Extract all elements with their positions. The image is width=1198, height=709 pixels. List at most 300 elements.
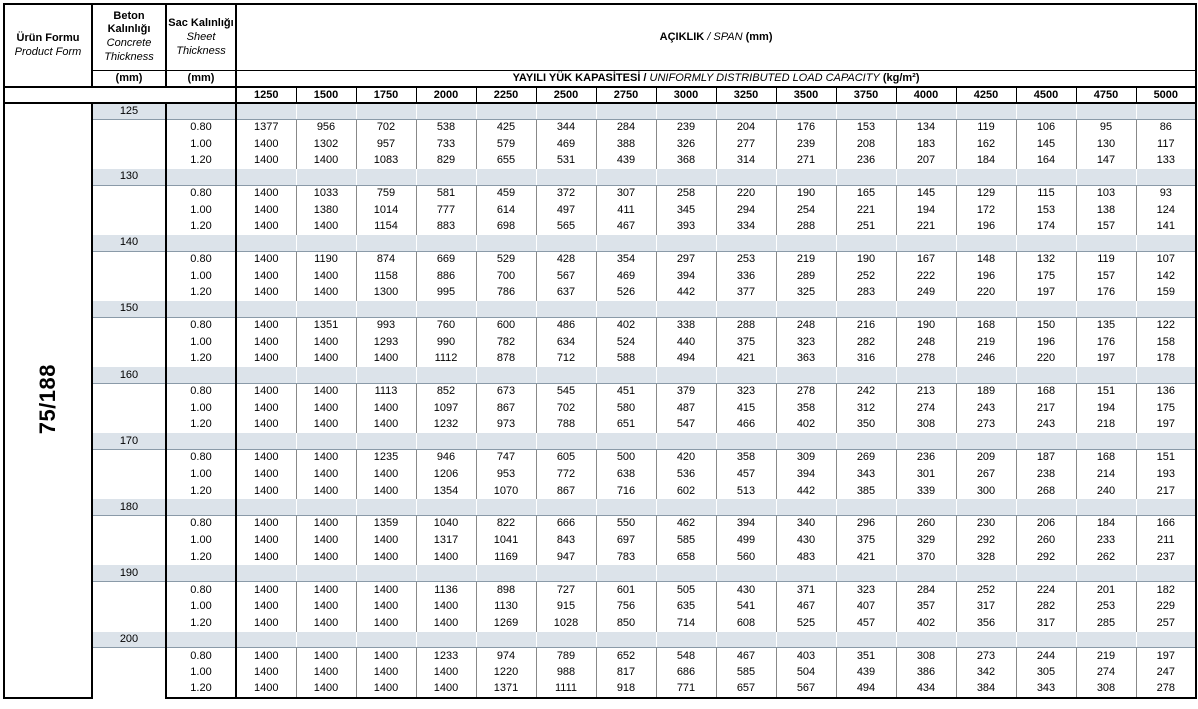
load-sep: / [640, 71, 650, 84]
load-value-cell: 402 [776, 417, 836, 434]
concrete-band-row [4, 632, 1196, 648]
load-value-cell: 829 [416, 152, 476, 169]
band-blank-cell [956, 169, 1016, 185]
load-value-cell: 1400 [236, 532, 296, 549]
band-blank-cell [536, 499, 596, 515]
load-value-cell: 197 [1016, 285, 1076, 302]
load-value-cell: 240 [1076, 483, 1136, 500]
load-value-cell: 1400 [356, 615, 416, 632]
load-value-cell: 157 [1076, 268, 1136, 285]
load-value-cell: 1400 [236, 449, 296, 466]
load-value-cell: 204 [716, 119, 776, 136]
load-value-cell: 375 [716, 334, 776, 351]
load-value-cell: 974 [476, 648, 536, 665]
band-blank-cell [836, 367, 896, 383]
load-value-cell: 1400 [236, 483, 296, 500]
load-value-cell: 292 [956, 532, 1016, 549]
load-value-cell: 658 [656, 549, 716, 566]
load-value-cell: 415 [716, 400, 776, 417]
load-value-cell: 106 [1016, 119, 1076, 136]
load-value-cell: 1400 [236, 549, 296, 566]
load-value-cell: 565 [536, 218, 596, 235]
load-value-cell: 340 [776, 515, 836, 532]
load-value-cell: 208 [836, 136, 896, 153]
table-row [4, 152, 1196, 169]
span-value: 4500 [1016, 87, 1076, 103]
load-value-cell: 305 [1016, 664, 1076, 681]
load-value-cell: 1400 [416, 549, 476, 566]
load-value-cell: 1400 [236, 615, 296, 632]
load-value-cell: 1220 [476, 664, 536, 681]
table-row [4, 681, 1196, 698]
load-value-cell: 239 [776, 136, 836, 153]
load-value-cell: 843 [536, 532, 596, 549]
load-value-cell: 284 [896, 581, 956, 598]
load-value-cell: 316 [836, 351, 896, 368]
load-value-cell: 1232 [416, 417, 476, 434]
band-blank-cell [356, 103, 416, 119]
span-value: 4250 [956, 87, 1016, 103]
load-value-cell: 560 [716, 549, 776, 566]
load-value-cell: 262 [1076, 549, 1136, 566]
sheet-en-1: Sheet [186, 30, 216, 43]
concrete-thickness-value: 200 [92, 632, 166, 648]
load-value-cell: 358 [776, 400, 836, 417]
load-value-cell: 1400 [296, 598, 356, 615]
load-value-cell: 119 [1076, 251, 1136, 268]
load-value-cell: 867 [476, 400, 536, 417]
band-blank-cell [836, 433, 896, 449]
load-value-cell: 1400 [236, 334, 296, 351]
load-value-cell: 1269 [476, 615, 536, 632]
load-value-cell: 1235 [356, 449, 416, 466]
sheet-en-2: Thickness [176, 44, 226, 57]
load-value-cell: 497 [536, 202, 596, 219]
span-value: 4750 [1076, 87, 1136, 103]
load-value-cell: 142 [1136, 268, 1196, 285]
concrete-en-1: Concrete [106, 37, 152, 50]
load-value-cell: 1400 [236, 351, 296, 368]
load-value-cell: 138 [1076, 202, 1136, 219]
band-blank-cell [776, 103, 836, 119]
load-value-cell: 466 [716, 417, 776, 434]
load-value-cell: 122 [1136, 317, 1196, 334]
load-value-cell: 1400 [236, 185, 296, 202]
band-blank-cell [416, 433, 476, 449]
load-value-cell: 385 [836, 483, 896, 500]
load-capacity-header [236, 70, 1196, 87]
sheet-thickness-value: 1.20 [166, 351, 236, 368]
load-table-container [3, 3, 1195, 706]
load-value-cell: 499 [716, 532, 776, 549]
band-blank-cell [1076, 169, 1136, 185]
load-value-cell: 221 [896, 218, 956, 235]
load-value-cell: 1400 [236, 417, 296, 434]
load-value-cell: 822 [476, 515, 536, 532]
load-value-cell: 336 [716, 268, 776, 285]
load-value-cell: 898 [476, 581, 536, 598]
load-value-cell: 1380 [296, 202, 356, 219]
sheet-thickness-value: 1.00 [166, 202, 236, 219]
table-row [4, 581, 1196, 598]
load-value-cell: 196 [956, 218, 1016, 235]
load-value-cell: 1400 [356, 549, 416, 566]
band-blank-cell [536, 169, 596, 185]
band-blank-cell [416, 103, 476, 119]
band-blank-cell [1076, 565, 1136, 581]
band-blank-cell [1076, 632, 1136, 648]
load-value-cell: 176 [776, 119, 836, 136]
load-value-cell: 141 [1136, 218, 1196, 235]
band-sheet-blank [166, 169, 236, 185]
load-value-cell: 402 [596, 317, 656, 334]
band-blank-cell [596, 103, 656, 119]
span-value: 3500 [776, 87, 836, 103]
band-blank-cell [1076, 235, 1136, 251]
load-value-cell: 342 [956, 664, 1016, 681]
load-value-cell: 329 [896, 532, 956, 549]
load-value-cell: 119 [956, 119, 1016, 136]
band-blank-cell [416, 235, 476, 251]
band-blank-cell [596, 499, 656, 515]
load-value-cell: 1400 [356, 483, 416, 500]
load-value-cell: 462 [656, 515, 716, 532]
load-value-cell: 218 [1076, 417, 1136, 434]
band-blank-cell [956, 499, 1016, 515]
band-sheet-blank [166, 301, 236, 317]
concrete-blank-cell [92, 581, 166, 631]
load-value-cell: 220 [1016, 351, 1076, 368]
load-value-cell: 354 [596, 251, 656, 268]
load-value-cell: 351 [836, 648, 896, 665]
load-value-cell: 239 [656, 119, 716, 136]
load-value-cell: 402 [896, 615, 956, 632]
band-blank-cell [596, 565, 656, 581]
band-blank-cell [476, 433, 536, 449]
load-value-cell: 260 [1016, 532, 1076, 549]
load-value-cell: 457 [716, 466, 776, 483]
load-value-cell: 567 [536, 268, 596, 285]
band-blank-cell [656, 103, 716, 119]
load-value-cell: 788 [536, 417, 596, 434]
table-row [4, 317, 1196, 334]
band-blank-cell [236, 103, 296, 119]
load-value-cell: 148 [956, 251, 1016, 268]
band-blank-cell [296, 565, 356, 581]
band-blank-cell [776, 367, 836, 383]
band-blank-cell [596, 433, 656, 449]
load-value-cell: 1400 [236, 202, 296, 219]
table-row [4, 119, 1196, 136]
load-value-cell: 153 [836, 119, 896, 136]
span-value: 2500 [536, 87, 596, 103]
load-value-cell: 1070 [476, 483, 536, 500]
load-value-cell: 283 [836, 285, 896, 302]
band-blank-cell [356, 301, 416, 317]
load-value-cell: 600 [476, 317, 536, 334]
band-blank-cell [536, 235, 596, 251]
load-value-cell: 428 [536, 251, 596, 268]
load-value-cell: 190 [776, 185, 836, 202]
band-blank-cell [896, 235, 956, 251]
load-value-cell: 243 [956, 400, 1016, 417]
load-value-cell: 1400 [296, 383, 356, 400]
load-value-cell: 238 [1016, 466, 1076, 483]
table-row [4, 515, 1196, 532]
product-form-header [4, 4, 92, 87]
load-value-cell: 421 [716, 351, 776, 368]
load-value-cell: 308 [896, 648, 956, 665]
load-value-cell: 1400 [296, 615, 356, 632]
load-value-cell: 1400 [296, 515, 356, 532]
load-value-cell: 1190 [296, 251, 356, 268]
load-value-cell: 1400 [236, 581, 296, 598]
sheet-thickness-value: 0.80 [166, 119, 236, 136]
load-value-cell: 243 [1016, 417, 1076, 434]
span-en: SPAN [713, 30, 743, 43]
band-blank-cell [836, 632, 896, 648]
load-value-cell: 483 [776, 549, 836, 566]
load-value-cell: 153 [1016, 202, 1076, 219]
load-value-cell: 918 [596, 681, 656, 698]
load-value-cell: 1400 [416, 681, 476, 698]
load-value-cell: 158 [1136, 334, 1196, 351]
sheet-thickness-value: 0.80 [166, 648, 236, 665]
band-blank-cell [956, 235, 1016, 251]
concrete-thickness-value: 150 [92, 301, 166, 317]
load-value-cell: 956 [296, 119, 356, 136]
load-value-cell: 1400 [296, 648, 356, 665]
product-form-tr: Ürün Formu [16, 32, 80, 44]
load-value-cell: 714 [656, 615, 716, 632]
table-row [4, 202, 1196, 219]
load-value-cell: 702 [536, 400, 596, 417]
load-value-cell: 344 [536, 119, 596, 136]
band-blank-cell [536, 103, 596, 119]
load-value-cell: 545 [536, 383, 596, 400]
load-value-cell: 638 [596, 466, 656, 483]
load-value-cell: 673 [476, 383, 536, 400]
load-value-cell: 221 [836, 202, 896, 219]
table-row [4, 218, 1196, 235]
load-value-cell: 193 [1136, 466, 1196, 483]
band-blank-cell [776, 632, 836, 648]
sheet-thickness-value: 1.20 [166, 417, 236, 434]
load-value-cell: 136 [1136, 383, 1196, 400]
span-value: 1500 [296, 87, 356, 103]
sheet-thickness-value: 1.20 [166, 483, 236, 500]
load-value-cell: 357 [896, 598, 956, 615]
load-value-cell: 213 [896, 383, 956, 400]
load-value-cell: 168 [1016, 383, 1076, 400]
load-value-cell: 253 [1076, 598, 1136, 615]
band-blank-cell [596, 169, 656, 185]
band-blank-cell [656, 632, 716, 648]
load-value-cell: 207 [896, 152, 956, 169]
load-value-cell: 296 [836, 515, 896, 532]
concrete-band-row [4, 433, 1196, 449]
band-blank-cell [416, 499, 476, 515]
load-value-cell: 219 [956, 334, 1016, 351]
band-blank-cell [296, 169, 356, 185]
band-blank-cell [1076, 433, 1136, 449]
band-blank-cell [536, 565, 596, 581]
band-blank-cell [716, 632, 776, 648]
load-value-cell: 246 [956, 351, 1016, 368]
span-value: 1750 [356, 87, 416, 103]
table-row [4, 466, 1196, 483]
load-value-cell: 567 [776, 681, 836, 698]
band-blank-cell [596, 235, 656, 251]
load-value-cell: 634 [536, 334, 596, 351]
load-value-cell: 1371 [476, 681, 536, 698]
load-value-cell: 550 [596, 515, 656, 532]
band-blank-cell [236, 499, 296, 515]
load-value-cell: 1400 [296, 681, 356, 698]
load-value-cell: 282 [836, 334, 896, 351]
load-value-cell: 467 [716, 648, 776, 665]
band-blank-cell [416, 169, 476, 185]
load-value-cell: 249 [896, 285, 956, 302]
table-row [4, 449, 1196, 466]
sheet-thickness-value: 1.20 [166, 218, 236, 235]
table-row [4, 598, 1196, 615]
sheet-thickness-value: 0.80 [166, 251, 236, 268]
band-blank-cell [836, 301, 896, 317]
concrete-tr-1: Beton [113, 10, 145, 23]
load-value-cell: 469 [536, 136, 596, 153]
band-blank-cell [596, 632, 656, 648]
load-value-cell: 236 [896, 449, 956, 466]
sheet-thickness-value: 1.20 [166, 152, 236, 169]
header-row-units [4, 70, 1196, 87]
concrete-thickness-value: 170 [92, 433, 166, 449]
band-blank-cell [596, 301, 656, 317]
load-value-cell: 151 [1136, 449, 1196, 466]
band-blank-cell [1016, 301, 1076, 317]
sheet-thickness-value: 1.20 [166, 549, 236, 566]
load-value-cell: 190 [836, 251, 896, 268]
span-value: 3000 [656, 87, 716, 103]
concrete-thickness-header [92, 4, 166, 70]
band-blank-cell [1076, 367, 1136, 383]
load-value-cell: 273 [956, 648, 1016, 665]
load-value-cell: 343 [1016, 681, 1076, 698]
concrete-thickness-value: 180 [92, 499, 166, 515]
concrete-band-row [4, 235, 1196, 251]
band-blank-cell [1136, 565, 1196, 581]
band-blank-cell [896, 433, 956, 449]
load-value-cell: 486 [536, 317, 596, 334]
sheet-thickness-value: 1.00 [166, 400, 236, 417]
band-blank-cell [1076, 499, 1136, 515]
span-value: 3750 [836, 87, 896, 103]
load-value-cell: 526 [596, 285, 656, 302]
load-value-cell: 201 [1076, 581, 1136, 598]
load-value-cell: 1400 [236, 466, 296, 483]
load-value-cell: 1041 [476, 532, 536, 549]
load-value-cell: 248 [776, 317, 836, 334]
load-value-cell: 145 [1016, 136, 1076, 153]
load-value-cell: 314 [716, 152, 776, 169]
band-blank-cell [416, 367, 476, 383]
load-value-cell: 529 [476, 251, 536, 268]
load-value-cell: 135 [1076, 317, 1136, 334]
load-value-cell: 1400 [236, 152, 296, 169]
sheet-tr: Sac Kalınlığı [168, 16, 234, 29]
band-blank-cell [956, 301, 1016, 317]
table-row [4, 483, 1196, 500]
load-value-cell: 874 [356, 251, 416, 268]
load-value-cell: 1302 [296, 136, 356, 153]
concrete-blank-cell [92, 317, 166, 367]
load-value-cell: 124 [1136, 202, 1196, 219]
band-blank-cell [896, 367, 956, 383]
load-value-cell: 115 [1016, 185, 1076, 202]
load-value-cell: 368 [656, 152, 716, 169]
concrete-thickness-value: 190 [92, 565, 166, 581]
load-value-cell: 1400 [416, 598, 476, 615]
band-blank-cell [1016, 632, 1076, 648]
load-value-cell: 393 [656, 218, 716, 235]
load-value-cell: 1400 [296, 664, 356, 681]
load-value-cell: 1400 [236, 268, 296, 285]
band-blank-cell [476, 169, 536, 185]
band-blank-cell [896, 103, 956, 119]
load-value-cell: 439 [596, 152, 656, 169]
load-value-cell: 451 [596, 383, 656, 400]
load-value-cell: 421 [836, 549, 896, 566]
load-value-cell: 614 [476, 202, 536, 219]
load-value-cell: 1233 [416, 648, 476, 665]
load-value-cell: 469 [596, 268, 656, 285]
load-value-cell: 548 [656, 648, 716, 665]
concrete-band-row [4, 301, 1196, 317]
table-row [4, 285, 1196, 302]
band-blank-cell [656, 499, 716, 515]
band-blank-cell [476, 367, 536, 383]
load-value-cell: 756 [596, 598, 656, 615]
load-value-cell: 1400 [416, 615, 476, 632]
sheet-thickness-value: 0.80 [166, 317, 236, 334]
band-blank-cell [836, 235, 896, 251]
load-value-cell: 538 [416, 119, 476, 136]
load-value-cell: 1400 [296, 581, 356, 598]
load-value-cell: 505 [656, 581, 716, 598]
load-value-cell: 1400 [296, 417, 356, 434]
load-value-cell: 267 [956, 466, 1016, 483]
band-blank-cell [296, 301, 356, 317]
load-value-cell: 581 [416, 185, 476, 202]
load-value-cell: 394 [716, 515, 776, 532]
load-value-cell: 211 [1136, 532, 1196, 549]
load-value-cell: 1400 [236, 681, 296, 698]
load-value-cell: 388 [596, 136, 656, 153]
header-row-top [4, 4, 1196, 70]
load-value-cell: 194 [896, 202, 956, 219]
concrete-band-row [4, 103, 1196, 119]
load-value-cell: 189 [956, 383, 1016, 400]
load-value-cell: 95 [1076, 119, 1136, 136]
load-value-cell: 1400 [296, 400, 356, 417]
load-value-cell: 167 [896, 251, 956, 268]
load-value-cell: 117 [1136, 136, 1196, 153]
band-blank-cell [656, 367, 716, 383]
band-blank-cell [476, 103, 536, 119]
load-value-cell: 1400 [236, 515, 296, 532]
band-blank-cell [236, 367, 296, 383]
load-value-cell: 196 [1016, 334, 1076, 351]
